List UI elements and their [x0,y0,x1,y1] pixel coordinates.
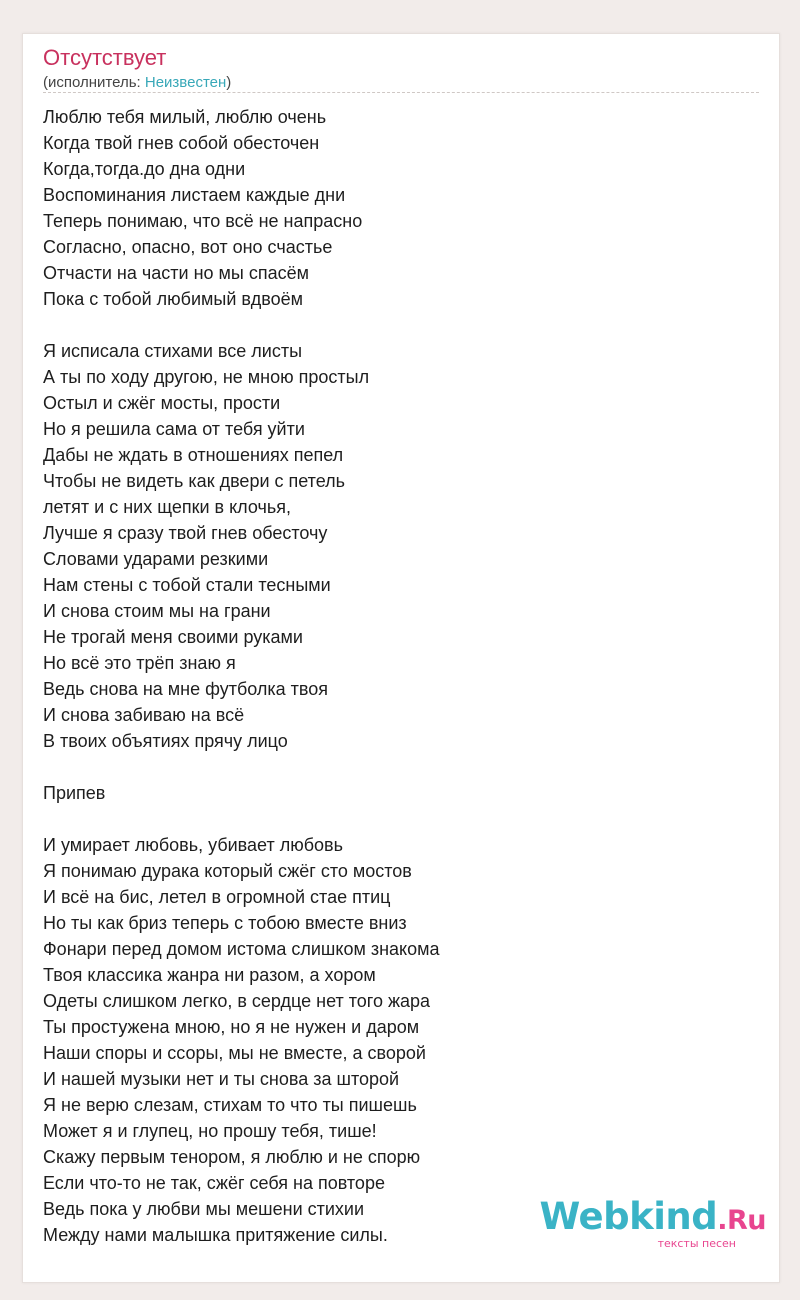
lyric-line: Пока с тобой любимый вдвоём [43,289,304,309]
divider [43,92,759,93]
lyric-line: Словами ударами резкими [43,549,269,569]
lyric-line: Твоя классика жанра ни разом, а хором [43,965,376,985]
lyric-line: Фонари перед домом истома слишком знакома [43,939,440,959]
lyric-line: Наши споры и ссоры, мы не вместе, а сворой [43,1043,426,1063]
lyric-line: Отчасти на части но мы спасём [43,263,309,283]
lyric-spacer [43,312,440,338]
lyric-line: Я понимаю дурака который сжёг сто мостов [43,861,412,881]
lyric-line: Я не верю слезам, стихам то что ты пишешь [43,1095,417,1115]
logo-tld: .Ru [717,1205,766,1236]
lyric-line: Ведь пока у любви мы мешени стихии [43,1199,365,1219]
lyric-line: И снова забиваю на всё [43,705,245,725]
lyric-line: Люблю тебя милый, люблю очень [43,107,327,127]
lyric-line: Лучше я сразу твой гнев обесточу [43,523,328,543]
artist-suffix: ) [226,74,232,91]
lyric-line: Ведь снова на мне футболка твоя [43,679,329,699]
lyric-line: Дабы не ждать в отношениях пепел [43,445,344,465]
logo-tagline: тексты песен [657,1237,736,1250]
lyric-line: Может я и глупец, но прошу тебя, тише! [43,1121,377,1141]
lyric-line: Теперь понимаю, что всё не напрасно [43,211,363,231]
song-title: Отсутствует [43,45,167,70]
logo-wordmark [540,1197,766,1241]
lyric-line: И снова стоим мы на грани [43,601,271,621]
artist-line [43,73,231,93]
lyric-line: Я исписала стихами все листы [43,341,303,361]
artist-prefix: (исполнитель: [43,74,145,91]
artist-link[interactable]: Неизвестен [144,74,227,91]
lyric-line: Но ты как бриз теперь с тобою вместе вниз [43,913,407,933]
lyric-line: Нам стены с тобой стали тесными [43,575,331,595]
lyric-line: А ты по ходу другою, не мною простыл [43,367,370,387]
lyric-spacer [43,754,440,780]
lyric-line: Чтобы не видеть как двери с петель [43,471,346,491]
lyric-line: Не трогай меня своими руками [43,627,303,647]
lyric-line: Но всё это трёп знаю я [43,653,236,673]
lyric-line: Но я решила сама от тебя уйти [43,419,305,439]
lyric-line: В твоих объятиях прячу лицо [43,731,288,751]
lyric-line: И всё на бис, летел в огромной стае птиц [43,887,391,907]
lyrics-card [22,33,780,1283]
lyric-line: Между нами малышка притяжение силы. [43,1225,388,1245]
lyric-line: Воспоминания листаем каждые дни [43,185,346,205]
lyric-line: Скажу первым тенором, я люблю и не спорю [43,1147,421,1167]
lyrics-text [43,104,440,1248]
lyric-line: летят и с них щепки в клочья, [43,497,291,517]
lyric-line: Когда твой гнев собой обесточен [43,133,320,153]
webkind-logo[interactable] [540,1197,766,1250]
lyric-spacer [43,806,440,832]
lyric-line: И умирает любовь, убивает любовь [43,835,343,855]
lyric-line: И нашей музыки нет и ты снова за шторой [43,1069,400,1089]
lyric-line: Ты простужена мною, но я не нужен и даром [43,1017,420,1037]
lyric-line: Согласно, опасно, вот оно счастье [43,237,333,257]
lyric-line: Если что-то не так, сжёг себя на повторе [43,1173,385,1193]
lyric-line: Припев [43,783,106,803]
lyric-line: Одеты слишком легко, в сердце нет того жара [43,991,431,1011]
logo-main-text: Webkind [539,1195,718,1238]
lyric-line: Остыл и сжёг мосты, прости [43,393,281,413]
lyric-line: Когда,тогда.до дна одни [43,159,246,179]
